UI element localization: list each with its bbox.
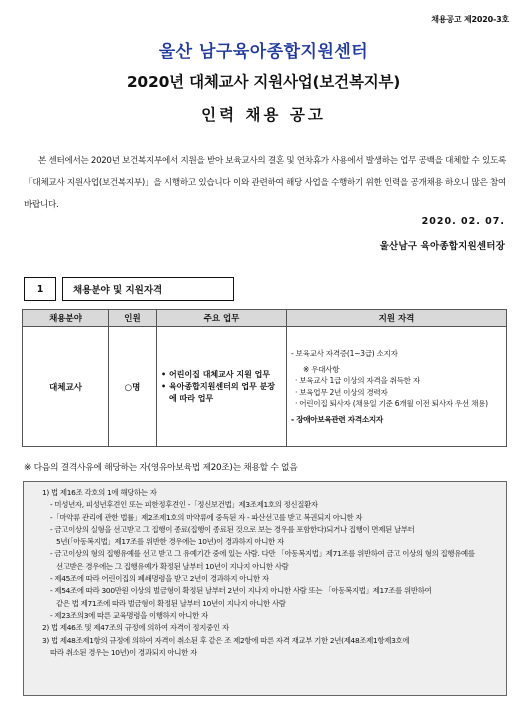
cell-count: ○명 <box>109 327 157 447</box>
project-title: 2020년 대체교사 지원사업(보건복지부) <box>126 73 401 91</box>
document-number: 채용공고 제2020-3호 <box>431 15 509 24</box>
disqualification-line: - 미성년자, 피성년후견인 또는 피한정후견인 -「정신보건법」제3조제1호의 정신질환자 <box>50 500 318 510</box>
section-number-box: 1 <box>24 277 56 301</box>
disqualification-line: -「마약류 관리에 관한 법률」제2조제1호의 마약류에 중독된 자 - 파산선고를 받고 복권되지 아니한 자 <box>50 512 363 522</box>
table-row <box>23 327 507 447</box>
disqualification-line: 선고받은 경우에는 그 집행유예가 확정된 날부터 10년이 지나지 아니한 사람 <box>56 561 289 571</box>
intro-paragraph: 본 센터에서는 2020년 보건복지부에서 지원을 받아 보육교사의 결혼 및 연차휴가 사용에서 발생하는 업무 공백을 대체할 수 있도록 「대체교사 지원사업(보건복지부)」을 시행하고 있습니다 이와 관련하여 해당 사업을 수행하기 위한 인력을 공개채용 하오니 많은 참여 바랍니다. <box>24 156 506 210</box>
header-field: 채용분야 <box>23 310 109 327</box>
preference-note: ※ 우대사항 <box>303 365 340 375</box>
table-header-row <box>23 310 507 327</box>
announcement-date: 2020. 02. 07. <box>421 216 505 227</box>
duty-item <box>161 369 282 381</box>
disqualification-box <box>23 481 507 696</box>
disqualification-line: - 금고이상의 형의 집행유예를 선고 받고 그 유예기간 중에 있는 사람. 다만 「아동복지법」제71조를 위반하여 금고 이상의 형의 집행유예를 <box>50 549 475 559</box>
section-title-box: 채용분야 및 지원자격 <box>62 277 234 301</box>
notice-title: 인력 채용 공고 <box>201 106 326 124</box>
disqualification-line: 5년(「아동복지법」제17조를 위반한 경우에는 10년)이 경과하지 아니한 자 <box>56 537 284 547</box>
cell-qualifications <box>287 327 507 447</box>
header-qualifications: 지원 자격 <box>287 310 507 327</box>
disqualification-line: 1) 법 제16조 각호의 1에 해당하는 자 <box>42 488 157 497</box>
disqualification-line: - 제45조에 따라 어린이집의 폐쇄명령을 받고 2년이 경과하지 아니한 자 <box>50 574 269 584</box>
disqualification-notice: ※ 다음의 결격사유에 해당하는 자(영유아보육법 제20조)는 채용할 수 없음 <box>24 463 298 473</box>
duty-bullet: • <box>161 369 167 379</box>
disqualification-line: - 제54조에 따라 300만원 이상의 벌금형이 확정된 날부터 2년이 지나지 아니한 사람 또는 「아동복지법」제17조를 위반하여 <box>50 586 432 596</box>
preference-item: · 보육교사 1급 이상의 자격을 취득한 자 <box>295 376 420 386</box>
duty-bullet: • <box>161 381 167 391</box>
duty-item <box>161 381 282 405</box>
disqualification-line: 따라 취소된 경우는 10년)이 경과되지 아니한 자 <box>50 647 197 657</box>
center-title: 울산 남구육아종합지원센터 <box>158 42 369 62</box>
cell-duties <box>157 327 287 447</box>
disqualification-line: 2) 법 제46조 및 제47조의 규정에 의하여 자격이 정지중인 자 <box>42 623 229 633</box>
disqualification-line: - 금고이상의 실형을 선고받고 그 집행이 종료(집행이 종료된 것으로 보는 경우를 포함한다)되거나 집행이 면제된 날부터 <box>50 524 415 534</box>
recruitment-table <box>22 309 507 447</box>
disqualification-line: 같은 법 제71조에 따라 벌금형이 확정된 날부터 10년이 지나지 아니한 사람 <box>56 598 286 608</box>
disqualification-line: - 제23조의3에 따른 교육명령을 이행하지 아니한 자 <box>50 610 208 620</box>
duty-text: 어린이집 대체교사 지원 업무 <box>169 369 271 379</box>
disqualification-line: 3) 법 제48조제1항의 규정에 의하여 자격이 취소된 후 같은 조 제2항에 따른 자격 재교부 기한 2년(제48조제1항제3호에 <box>42 635 410 645</box>
header-duties: 주요 업무 <box>157 310 287 327</box>
duty-text: 육아종합지원센터의 업무 분장에 따라 업무 <box>169 381 276 403</box>
cell-field: 대체교사 <box>23 327 109 447</box>
preference-item: · 어린이집 퇴사자 (채용일 기준 6개월 이전 퇴사자 우선 채용) <box>295 398 488 408</box>
qualification-secondary: - 장애아보육관련 자격소지자 <box>291 414 383 424</box>
signer-name: 울산남구 육아종합지원센터장 <box>379 241 505 252</box>
preference-item: · 보육업무 2년 이상의 경력자 <box>295 387 388 397</box>
header-count: 인원 <box>109 310 157 327</box>
qualification-primary: - 보육교사 자격증(1~3급) 소지자 <box>291 348 398 358</box>
